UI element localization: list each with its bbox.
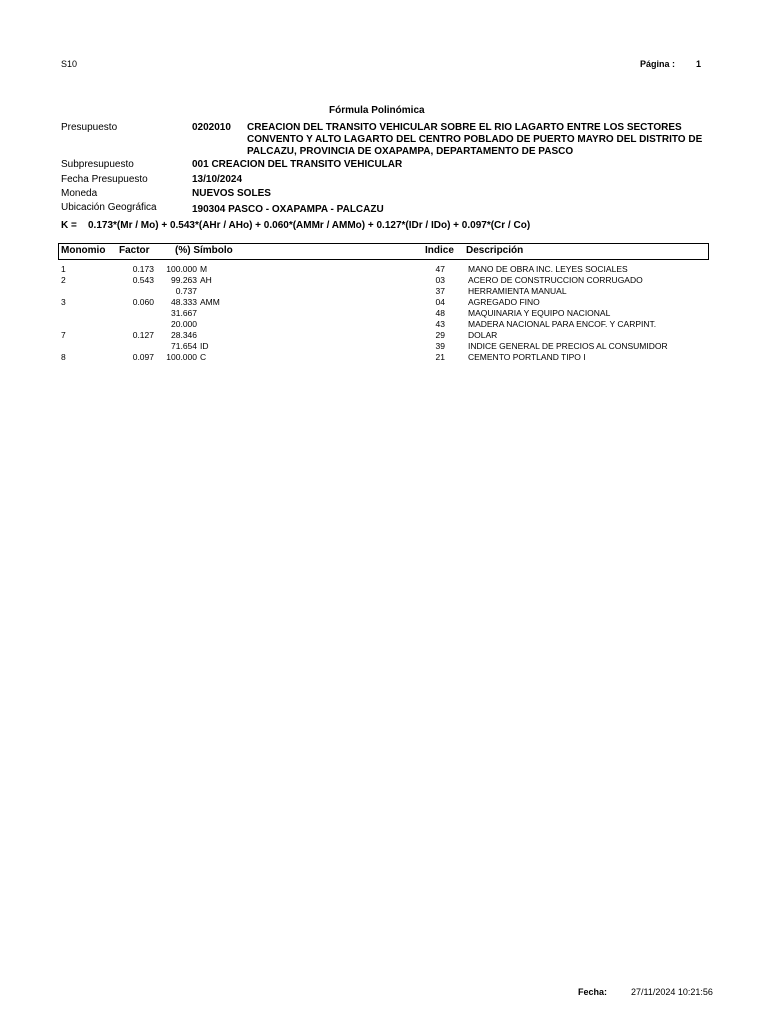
presupuesto-description: CREACION DEL TRANSITO VEHICULAR SOBRE EL RIO LAGARTO ENTRE LOS SECTORES CONVENTO Y ALTO LAGARTO DEL CENTRO POBLADO DE PUERTO MAYRO DEL DISTRITO DE PALCAZU, PROVINCIA DE OXAPAMPA, DEPARTAMENTO DE PASCO (247, 122, 703, 157)
cell-pct: 28.346 (171, 330, 197, 340)
cell-simbolo: M (200, 264, 208, 274)
cell-factor: 0.097 (132, 352, 154, 362)
cell-simbolo: AMM (200, 297, 220, 307)
page-label: Página : (640, 59, 676, 69)
cell-factor: 0.127 (132, 330, 154, 340)
cell-factor: 0.173 (132, 264, 154, 274)
cell-indice: 43 (435, 319, 445, 329)
presupuesto-label: Presupuesto (61, 122, 118, 133)
cell-descripcion: ACERO DE CONSTRUCCION CORRUGADO (468, 275, 643, 285)
subpresupuesto-value: 001 CREACION DEL TRANSITO VEHICULAR (192, 159, 403, 170)
table-row (0, 341, 768, 352)
cell-descripcion: CEMENTO PORTLAND TIPO I (468, 352, 586, 362)
cell-monomio: 3 (61, 297, 66, 307)
table-row (0, 297, 768, 308)
page-number: 1 (696, 59, 702, 69)
cell-descripcion: MAQUINARIA Y EQUIPO NACIONAL (468, 308, 611, 318)
cell-descripcion: MADERA NACIONAL PARA ENCOF. Y CARPINT. (468, 319, 657, 329)
cell-factor: 0.060 (132, 297, 154, 307)
table-row (0, 275, 768, 286)
formula-expression: 0.173*(Mr / Mo) + 0.543*(AHr / AHo) + 0.060*(AMMr / AMMo) + 0.127*(IDr / IDo) + 0.097*(Cr / Co) (88, 220, 531, 231)
cell-indice: 37 (435, 286, 445, 296)
cell-factor: 0.543 (132, 275, 154, 285)
cell-pct: 48.333 (171, 297, 197, 307)
cell-pct: 100.000 (166, 264, 197, 274)
cell-monomio: 1 (61, 264, 66, 274)
header-factor: Factor (119, 245, 150, 256)
cell-indice: 21 (435, 352, 445, 362)
cell-pct: 100.000 (166, 352, 197, 362)
cell-pct: 20.000 (171, 319, 197, 329)
header-descripcion: Descripción (466, 245, 524, 256)
presupuesto-code: 0202010 (192, 122, 231, 133)
footer-fecha-value: 27/11/2024 10:21:56 (631, 987, 713, 997)
table-row (0, 286, 768, 297)
moneda-label: Moneda (61, 188, 98, 199)
cell-indice: 04 (435, 297, 445, 307)
moneda-value: NUEVOS SOLES (192, 188, 271, 199)
fecha-presupuesto-value: 13/10/2024 (192, 174, 243, 185)
cell-descripcion: AGREGADO FINO (468, 297, 540, 307)
cell-monomio: 8 (61, 352, 66, 362)
footer-fecha-label: Fecha (578, 987, 605, 997)
cell-indice: 03 (435, 275, 445, 285)
cell-pct: 71.654 (171, 341, 197, 351)
formula-k-label: K = (61, 220, 77, 231)
cell-simbolo: AH (200, 275, 212, 285)
fecha-presupuesto-label: Fecha Presupuesto (61, 174, 148, 185)
header-indice: Indice (425, 245, 454, 256)
formula-line (61, 220, 530, 231)
header-pct-simbolo: (%) Símbolo (175, 245, 233, 256)
cell-monomio: 7 (61, 330, 66, 340)
table-header-box (58, 243, 709, 260)
cell-simbolo: ID (200, 341, 209, 351)
subpresupuesto-label: Subpresupuesto (61, 159, 134, 170)
ubicacion-value: 190304 PASCO - OXAPAMPA - PALCAZU (192, 204, 384, 215)
cell-monomio: 2 (61, 275, 66, 285)
ubicacion-label: Ubicación Geográfica (61, 202, 157, 213)
cell-indice: 29 (435, 330, 445, 340)
cell-pct: 0.737 (175, 286, 197, 296)
table-row (0, 352, 768, 363)
cell-pct: 31.667 (171, 308, 197, 318)
table-row (0, 264, 768, 275)
cell-descripcion: MANO DE OBRA INC. LEYES SOCIALES (468, 264, 628, 274)
cell-pct: 99.263 (171, 275, 197, 285)
cell-descripcion: HERRAMIENTA MANUAL (468, 286, 567, 296)
cell-simbolo: C (200, 352, 207, 362)
cell-indice: 48 (435, 308, 445, 318)
cell-descripcion: INDICE GENERAL DE PRECIOS AL CONSUMIDOR (468, 341, 668, 351)
table-body (0, 264, 768, 363)
report-code: S10 (61, 59, 78, 69)
page-title: Fórmula Polinómica (329, 105, 425, 116)
footer-fecha-colon: : (604, 987, 607, 997)
cell-indice: 39 (435, 341, 445, 351)
table-row (0, 330, 768, 341)
header-monomio: Monomio (61, 245, 106, 256)
cell-indice: 47 (435, 264, 445, 274)
cell-descripcion: DOLAR (468, 330, 498, 340)
table-row (0, 319, 768, 330)
table-row (0, 308, 768, 319)
